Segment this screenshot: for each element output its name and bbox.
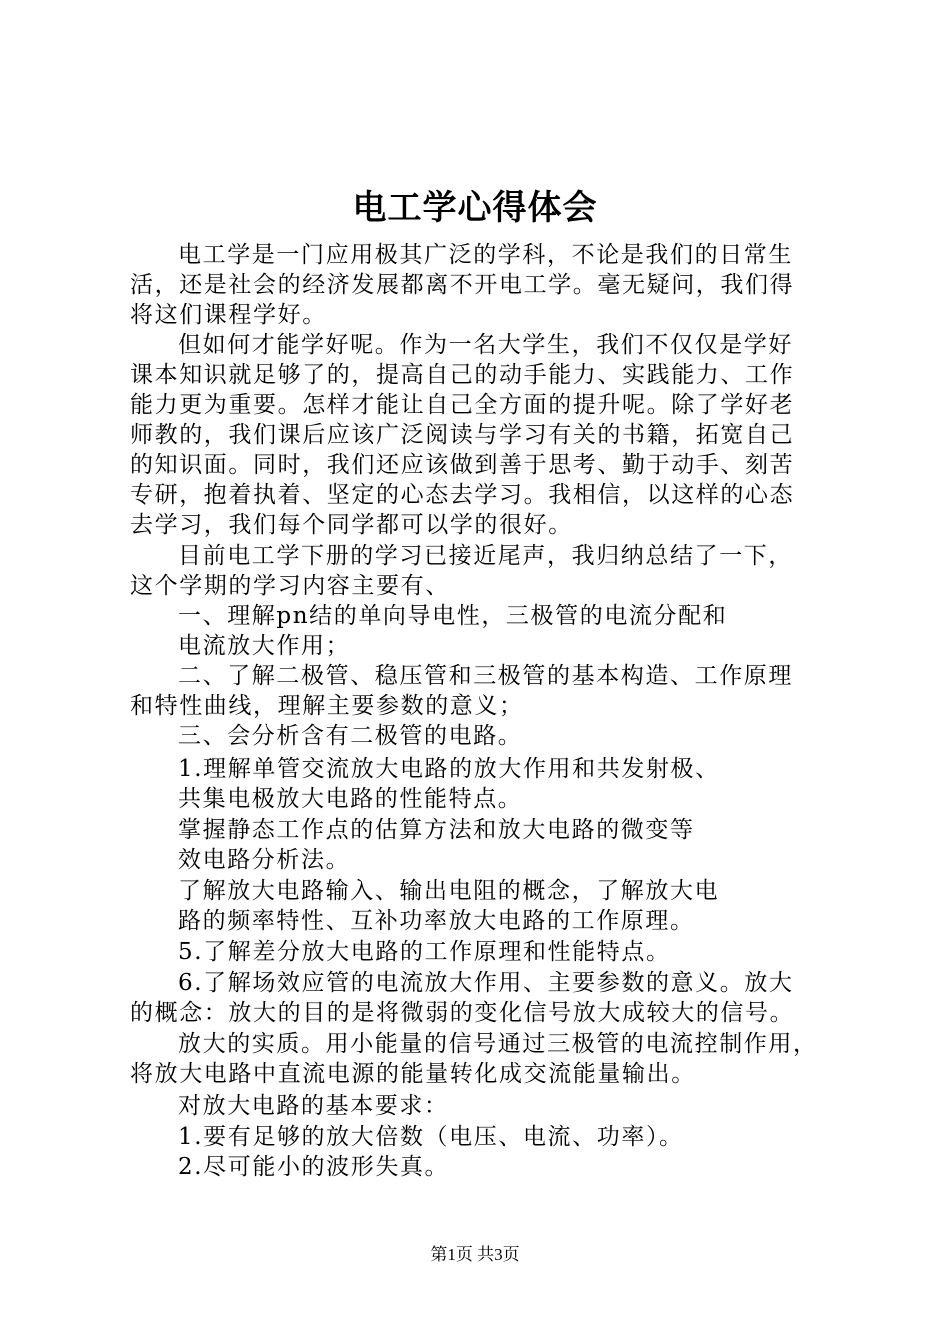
document-title: 电工学心得体会 bbox=[352, 188, 598, 228]
text-line: 电流放大作用； bbox=[178, 633, 351, 659]
text-line: 放大的实质。用小能量的信号通过三极管的电流控制作用， bbox=[178, 1031, 818, 1057]
text-line: 对放大电路的基本要求： bbox=[178, 1093, 449, 1119]
text-line: 电工学是一门应用极其广泛的学科，不论是我们的日常生 bbox=[178, 242, 793, 268]
page-footer: 第1页 共3页 bbox=[430, 1245, 520, 1264]
text-line: 的知识面。同时，我们还应该做到善于思考、勤于动手、刻苦 bbox=[130, 452, 795, 478]
text-line: 效电路分析法。 bbox=[178, 847, 351, 873]
text-line: 能力更为重要。怎样才能让自己全方面的提升呢。除了学好老 bbox=[130, 392, 795, 418]
text-line: 去学习，我们每个同学都可以学的很好。 bbox=[130, 512, 573, 538]
text-line: 5.了解差分放大电路的工作原理和性能特点。 bbox=[178, 939, 671, 965]
text-line: 三、会分析含有二极管的电路。 bbox=[178, 723, 523, 749]
text-line: 2.尽可能小的波形失真。 bbox=[178, 1154, 450, 1180]
text-line: 目前电工学下册的学习已接近尾声，我归纳总结了一下， bbox=[178, 543, 793, 569]
text-line: 将这们课程学好。 bbox=[130, 302, 327, 328]
text-line: 将放大电路中直流电源的能量转化成交流能量输出。 bbox=[130, 1061, 696, 1087]
text-line: 课本知识就足够了的，提高自己的动手能力、实践能力、工作 bbox=[130, 362, 795, 388]
text-line: 一、理解pn结的单向导电性，三极管的电流分配和 bbox=[178, 603, 728, 629]
text-line: 二、了解二极管、稳压管和三极管的基本构造、工作原理 bbox=[178, 663, 793, 689]
text-line: 但如何才能学好呢。作为一名大学生，我们不仅仅是学好 bbox=[178, 332, 793, 358]
text-line: 1.要有足够的放大倍数（电压、电流、功率）。 bbox=[178, 1124, 684, 1150]
text-line: 师教的，我们课后应该广泛阅读与学习有关的书籍，拓宽自己 bbox=[130, 422, 795, 448]
text-line: 路的频率特性、互补功率放大电路的工作原理。 bbox=[178, 908, 695, 934]
text-line: 活，还是社会的经济发展都离不开电工学。毫无疑问，我们得 bbox=[130, 272, 795, 298]
text-line: 掌握静态工作点的估算方法和放大电路的微变等 bbox=[178, 817, 695, 843]
text-line: 6.了解场效应管的电流放大作用、主要参数的意义。放大 bbox=[178, 970, 794, 996]
text-line: 共集电极放大电路的性能特点。 bbox=[178, 786, 523, 812]
text-line: 这个学期的学习内容主要有、 bbox=[130, 573, 450, 599]
text-line: 专研，抱着执着、坚定的心态去学习。我相信，以这样的心态 bbox=[130, 482, 795, 508]
text-line: 的概念：放大的目的是将微弱的变化信号放大成较大的信号。 bbox=[130, 1000, 795, 1026]
text-line: 了解放大电路输入、输出电阻的概念，了解放大电 bbox=[178, 878, 720, 904]
text-line: 1.理解单管交流放大电路的放大作用和共发射极、 bbox=[178, 756, 720, 782]
text-line: 和特性曲线，理解主要参数的意义； bbox=[130, 693, 524, 719]
